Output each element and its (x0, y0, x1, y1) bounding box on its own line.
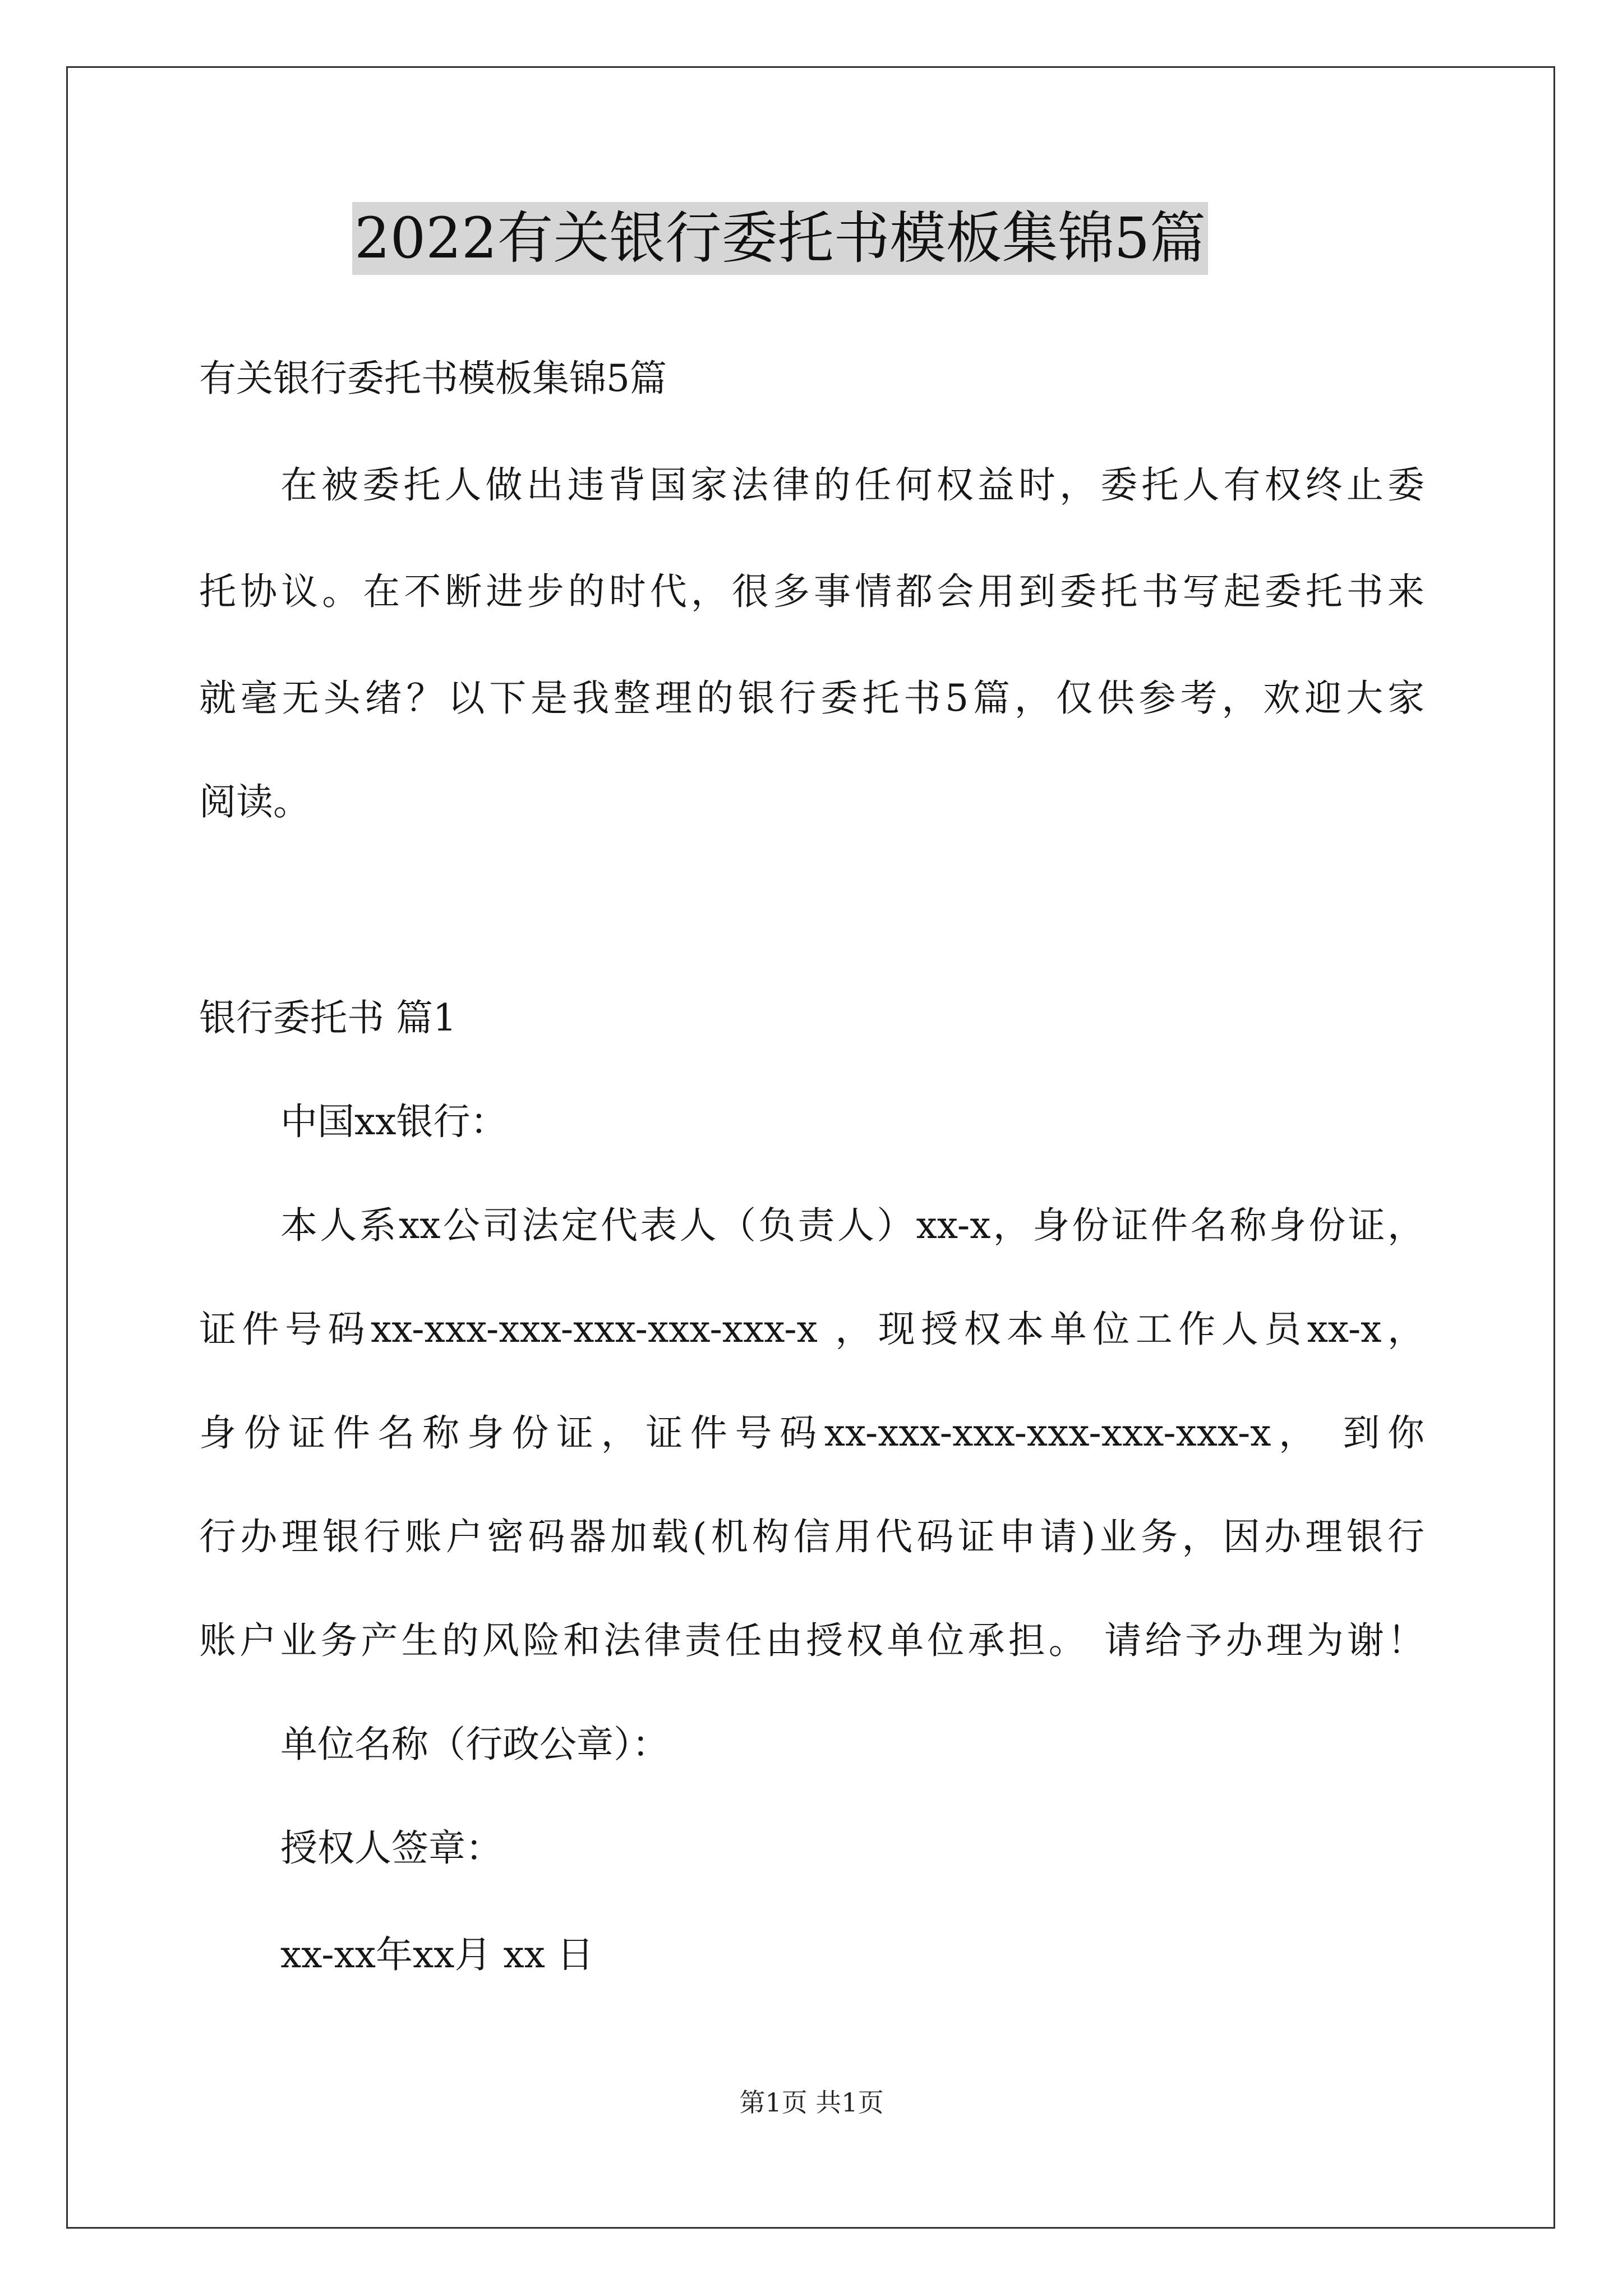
signature-label: 授权人签章： (280, 1826, 502, 1870)
unit-name-label: 单位名称（行政公章）： (280, 1723, 669, 1766)
intro-line-2: 托协议。在不断进步的时代，很多事情都会用到委托书写起委托书来 (199, 570, 1424, 613)
date-line: xx-xx年xx月 xx 日 (280, 1933, 594, 1976)
intro-line-4: 阅读。 (199, 780, 310, 823)
salutation: 中国xx银行： (280, 1100, 508, 1143)
document-title: 2022有关银行委托书模板集锦5篇 (352, 202, 1208, 275)
body-line-1: 本人系xx公司法定代表人（负责人）xx-x，身份证件名称身份证， (280, 1204, 1424, 1247)
body-line-3: 身份证件名称身份证，证件号码xx-xxx-xxx-xxx-xxx-xxx-x， 到你 (199, 1411, 1424, 1455)
intro-line-3: 就毫无头绪？以下是我整理的银行委托书5篇，仅供参考，欢迎大家 (199, 677, 1424, 720)
intro-line-1: 在被委托人做出违背国家法律的任何权益时，委托人有权终止委 (280, 463, 1424, 507)
document-subtitle: 有关银行委托书模板集锦5篇 (199, 357, 667, 400)
section-heading: 银行委托书 篇1 (199, 996, 457, 1039)
page-number-footer: 第1页 共1页 (739, 2087, 884, 2118)
body-line-4: 行办理银行账户密码器加载(机构信用代码证申请)业务，因办理银行 (199, 1515, 1424, 1558)
body-line-5: 账户业务产生的风险和法律责任由授权单位承担。 请给予办理为谢！ (199, 1619, 1424, 1662)
body-line-2: 证件号码xx-xxx-xxx-xxx-xxx-xxx-x ，现授权本单位工作人员xx-x， (199, 1308, 1424, 1351)
